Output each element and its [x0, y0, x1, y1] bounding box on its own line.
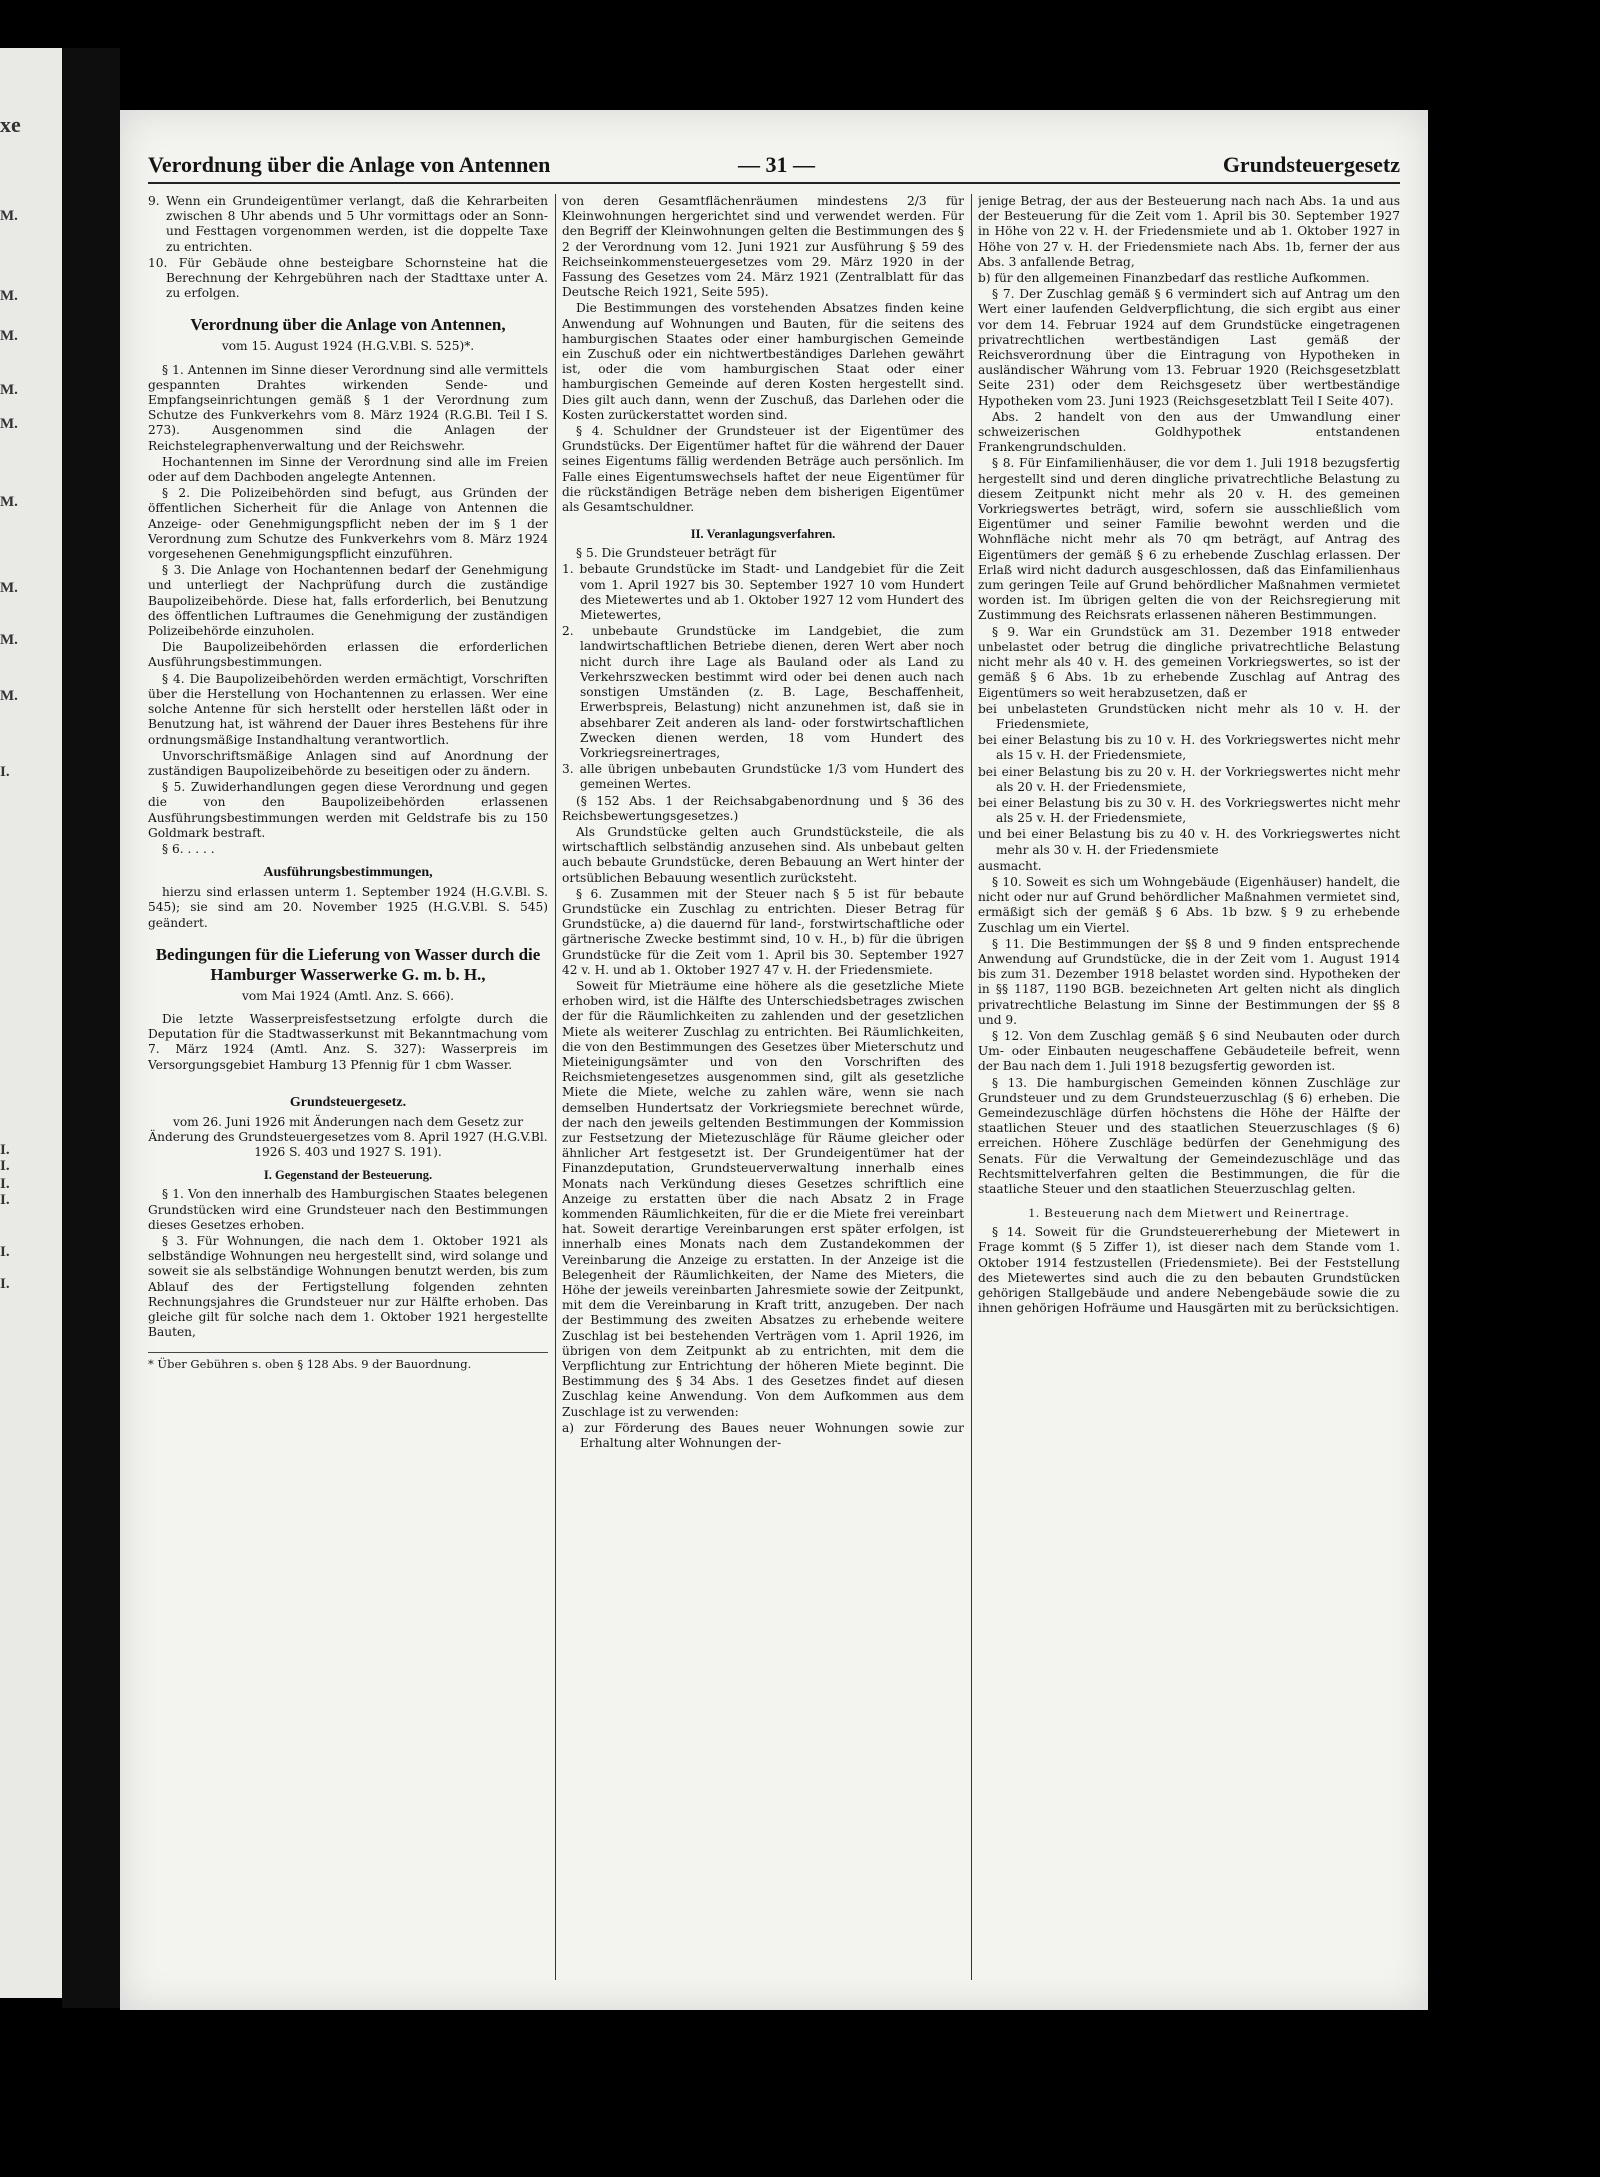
margin-fragment: I. — [0, 1276, 10, 1292]
margin-fragment: M. — [0, 288, 18, 304]
section-heading: Bedingungen für die Lieferung von Wasser durch die Hamburger Wasserwerke G. m. b. H., — [155, 944, 541, 984]
paragraph: von deren Gesamtflächenräumen mindestens 2/3 für Kleinwohnungen hergerichtet sind und verwendet werden. Für den Begriff der Kleinwohnungen gelten die Bestimmungen des § 2 der Verordnung vom 12. Juni 1921 zur Ausführung § 59 des Reichseinkommensteuergesetzes vom 29. März 1920 in der Fassung des Gesetzes vom 24. März 1921 (Zentralblatt für das Deutsche Reich 1921, Seite 595). — [562, 194, 964, 300]
page-gutter — [62, 48, 120, 2008]
margin-fragment: I. — [0, 1176, 10, 1192]
paragraph: § 6. Zusammen mit der Steuer nach § 5 ist für bebaute Grundstücke ein Zuschlag zu entrichten. Dieser Betrag für Grundstücke, a) die dauernd für land-, forstwirtschaftliche oder gärtnerische Zwecke bestimmt sind, 10 v. H., b) für die übrigen Grundstücke für die Zeit vom 1. April bis 30. September 1927 42 v. H. und ab 1. Oktober 1927 47 v. H. der Friedensmiete. — [562, 886, 964, 977]
paragraph: 1. bebaute Grundstücke im Stadt- und Landgebiet für die Zeit vom 1. April 1927 bis 30. September 1927 10 vom Hundert des Mietewertes und ab 1. Oktober 1927 12 vom Hundert des Mietewertes, — [562, 562, 964, 623]
paragraph: b) für den allgemeinen Finanzbedarf das restliche Aufkommen. — [978, 271, 1370, 286]
paragraph: § 2. Die Polizeibehörden sind befugt, aus Gründen der öffentlichen Sicherheit für die Anlage von Antennen die Anzeige- oder Genehmigungspflicht neben der im § 1 der Verordnung zum Schutze des Funkverkehrs vom 8. März 1924 vorgesehenen Genehmigungspflicht einzuführen. — [148, 486, 548, 562]
paragraph: 10. Für Gebäude ohne besteigbare Schornsteine hat die Berechnung der Kehrgebühren nach der Stadttaxe unter A. zu erfolgen. — [148, 255, 548, 301]
column-1 — [148, 194, 548, 1984]
paragraph: § 10. Soweit es sich um Wohngebäude (Eigenhäuser) handelt, die nicht oder nur auf Grund behördlicher Maßnahmen vermietet sind, ermäßigt sich der gemäß § 6 Abs. 1b bzw. § 9 zu erhebende Zuschlag um ein Viertel. — [978, 874, 1400, 935]
paragraph: § 7. Der Zuschlag gemäß § 6 vermindert sich auf Antrag um den Wert einer laufenden Geldverpflichtung, die sich ergibt aus einer vor dem 14. Februar 1924 auf dem Grundstücke eingetragenen privatrechtlichen wertbeständigen Last gemäß der Reichsverordnung über die Eintragung von Hypotheken in ausländischer Währung vom 13. Februar 1920 (Reichsgesetzblatt Seite 231) oder dem Reichsgesetz über wertbeständige Hypotheken vom 23. Juni 1923 (Reichsgesetzblatt Teil I Seite 407). — [978, 287, 1400, 408]
margin-fragment: M. — [0, 328, 18, 344]
paragraph: ausmacht. — [978, 858, 1042, 873]
paragraph: § 9. War ein Grundstück am 31. Dezember 1918 entweder unbelastet oder betrug die dingliche privatrechtliche Belastung nicht mehr als 40 v. H. des gemeinen Vorkriegswertes, so ist der gemäß § 6 Abs. 1b zu erhebende Zuschlag auf Antrag des Eigentümers so weit herabzusetzen, daß er — [978, 624, 1400, 700]
margin-fragment: xe — [0, 112, 21, 137]
paragraph: § 11. Die Bestimmungen der §§ 8 und 9 finden entsprechende Anwendung auf Grundstücke, die in der Zeit vom 1. August 1914 bis zum 31. Dezember 1918 belastet worden sind. Hypotheken der in §§ 1187, 1190 BGB. bezeichneten Art gelten nicht als dinglich privatrechtliche Belastung im Sinne der Bestimmungen der §§ 8 und 9. — [978, 936, 1400, 1027]
paragraph: a) zur Förderung des Baues neuer Wohnungen sowie zur Erhaltung alter Wohnungen der- — [562, 1420, 964, 1451]
column-2 — [562, 194, 964, 1984]
paragraph: § 6. . . . . — [162, 841, 215, 856]
margin-fragment: I. — [0, 1192, 10, 1208]
paragraph: 9. Wenn ein Grundeigentümer verlangt, daß die Kehrarbeiten zwischen 8 Uhr abends und 5 Uhr vormittags oder an Sonn- und Festtagen vorgenommen werden, ist die doppelte Taxe zu entrichten. — [148, 194, 548, 254]
section-subheading: vom Mai 1924 (Amtl. Anz. S. 666). — [241, 988, 455, 1003]
header-left-title: Verordnung über die Anlage von Antennen — [148, 152, 551, 177]
previous-page-edge — [0, 48, 62, 1998]
page-number: — 31 — — [738, 152, 815, 177]
paragraph: § 5. Zuwiderhandlungen gegen diese Verordnung und gegen die von den Baupolizeibehörden erlassenen Ausführungsbestimmungen werden mit Geldstrafe bis zu 150 Goldmark bestraft. — [148, 780, 548, 840]
paragraph: hierzu sind erlassen unterm 1. September 1924 (H.G.V.Bl. S. 545); sie sind am 20. November 1925 (H.G.V.Bl. S. 545) geändert. — [148, 885, 548, 930]
section-heading: I. Gegenstand der Besteuerung. — [263, 1168, 433, 1183]
margin-fragment: I. — [0, 1244, 10, 1260]
margin-fragment: M. — [0, 416, 18, 432]
paragraph: § 4. Die Baupolizeibehörden werden ermächtigt, Vorschriften über die Herstellung von Hochantennen zu erlassen. Wer eine solche Antenne für sich herstellt oder herstellen läßt oder in Benutzung hat, ist während der Dauer ihres Bestehens für ihre ordnungsmäßige Instandhaltung verantwortlich. — [148, 671, 548, 747]
margin-fragment: M. — [0, 580, 18, 596]
paragraph: § 14. Soweit für die Grundsteuererhebung der Mietewert in Frage kommt (§ 5 Ziffer 1), ist dieser nach dem Stande vom 1. Oktober 1914 festzustellen (Friedensmiete). Bei der Feststellung des Mietewertes sind auch die zu den bebauten Grundstücken gehörigen Stallgebäude und andere Nebengebäude sowie die zu ihnen gehörigen Hofräume und Hausgärten mit zu berücksichtigen. — [978, 1225, 1400, 1316]
margin-fragment: M. — [0, 494, 18, 510]
paragraph: 2. unbebaute Grundstücke im Landgebiet, die zum landwirtschaftlichen Betriebe dienen, deren Wert aber noch nicht durch ihre Lage als Bauland oder als Land zu Verkehrszwecken bestimmt wird oder bei denen auch nach sonstigen Umständen (z. B. Lage, Beschaffenheit, Erwerbspreis, Belastung) nicht anzunehmen ist, daß sie in absehbarer Zeit anderen als land- oder forstwirtschaftlichen Zwecken dienen werden, 18 vom Hundert des Vorkriegsreinertrages, — [562, 624, 964, 760]
paragraph: § 13. Die hamburgischen Gemeinden können Zuschläge zur Grundsteuer und zu dem Grundsteuerzuschlag (§ 6) erheben. Die Gemeindezuschläge dürfen höchstens die Höhe der Hälfte der staatlichen Steuer und des staatlichen Steuerzuschlages (§ 6) erreichen. Höhere Zuschläge bedürfen der Genehmigung des Senats. Für die Verwaltung der Gemeindezuschläge und das Rechtsmittelverfahren gelten die Bestimmungen, die für die staatliche Steuer und den staatlichen Steuerzuschlag gelten. — [978, 1075, 1400, 1196]
header-right-title: Grundsteuergesetz — [1222, 152, 1400, 177]
paragraph: bei unbelasteten Grundstücken nicht mehr als 10 v. H. der Friedensmiete, — [978, 701, 1400, 731]
paragraph: 3. alle übrigen unbebauten Grundstücke 1/3 vom Hundert des gemeinen Wertes. — [562, 762, 964, 792]
margin-fragment: M. — [0, 632, 18, 648]
section-heading: II. Veranlagungsverfahren. — [690, 527, 836, 542]
section-heading: Verordnung über die Anlage von Antennen, — [190, 315, 506, 335]
column-rule — [971, 194, 972, 1980]
paragraph: § 5. Die Grundsteuer beträgt für — [576, 546, 777, 561]
paragraph: Soweit für Mieträume eine höhere als die gesetzliche Miete erhoben wird, ist die Hälfte des Unterschiedsbetrages zwischen der für die Räumlichkeiten zu zahlenden und der gesetzlichen Miete als weiterer Zuschlag zu entrichten. Bei Räumlichkeiten, die von den Bestimmungen des Gesetzes über Mieterschutz und Mieteinigungsämter und von den Vorschriften des Reichsmietengesetzes ausgenommen sind, gilt als gesetzliche Miete die Miete, welche zu zahlen wäre, wenn sie nach demselben Hundertsatz der Vorkriegsmiete berechnet würde, der nach den jeweils geltenden Bestimmungen der Kommission zur Festsetzung der Mietezuschläge für Räume gleicher oder ähnlicher Art festgesetzt ist. Der Grundeigentümer hat der Finanzdeputation, Grundsteuerverwaltung innerhalb eines Monats nach Verkündung dieses Gesetzes schriftlich eine Anzeige zu erstatten über die nach Absatz 2 in Frage kommenden Räumlichkeiten, für die er die Miete frei vereinbart hat. Soweit derartige Vereinbarungen erst später erfolgen, ist innerhalb eines Monats nach dem Zustandekommen der Vereinbarung die Anzeige zu erstatten. In der Anzeige ist die Belegenheit der Räumlichkeiten, der Name des Mieters, die Höhe der jeweils vereinbarten Jahresmiete sowie der Zeitpunkt, mit dem die Vereinbarung in Kraft tritt, anzugeben. Der nach der Bestimmung des zweiten Absatzes zu erhebende weitere Zuschlag ist bei bestehenden Verträgen vom 1. April 1926, im übrigen von dem Zeitpunkt ab zu entrichten, mit dem die Verpflichtung zur Entrichtung der höheren Miete beginnt. Die Bestimmung des § 34 Abs. 1 des Gesetzes findet auf diesen Zuschlag keine Anwendung. Von dem Aufkommen aus dem Zuschlage ist zu verwenden: — [562, 978, 964, 1419]
paragraph: Die Baupolizeibehörden erlassen die erforderlichen Ausführungsbestimmungen. — [148, 640, 548, 670]
paragraph: § 3. Für Wohnungen, die nach dem 1. Oktober 1921 als selbständige Wohnungen neu hergestellt sind, wird solange und soweit sie als selbständige Wohnungen benutzt werden, bis zum Ablauf des der Fertigstellung folgenden zehnten Rechnungsjahres die Grundsteuer nur zur Hälfte erhoben. Das gleiche gilt für solche nach dem 1. Oktober 1921 hergestellte Bauten, — [148, 1233, 548, 1340]
paragraph: § 8. Für Einfamilienhäuser, die vor dem 1. Juli 1918 bezugsfertig hergestellt sind und deren dingliche privatrechtliche Belastung zu diesem Zeitpunkt nicht mehr als 20 v. H. des gemeinen Vorkriegswertes beträgt, wird, sofern sie ausschließlich vom Eigentümer und seiner Familie bewohnt werden und die Wohnfläche nicht mehr als 70 qm beträgt, auf Antrag des Eigentümers der gemäß § 6 zu erhebende Zuschlag erlassen. Der Erlaß wird nicht dadurch ausgeschlossen, daß das Einfamilienhaus zum geringen Teile auf Grund behördlicher Maßnahmen vermietet worden ist. Im übrigen gelten die von der Reichsregierung mit Zustimmung des Reichsrats erlassenen näheren Bestimmungen. — [978, 456, 1400, 623]
footnote: * Über Gebühren s. oben § 128 Abs. 9 der Bauordnung. — [148, 1352, 548, 1372]
paragraph: § 3. Die Anlage von Hochantennen bedarf der Genehmigung und unterliegt der Nachprüfung durch die zuständige Baupolizeibehörde. Diese hat, falls erforderlich, bei Benutzung des öffentlichen Luftraumes die Genehmigung der zuständigen Polizeibehörde einzuholen. — [148, 563, 548, 639]
column-3 — [978, 194, 1400, 1984]
margin-fragment: I. — [0, 1142, 10, 1158]
paragraph: Als Grundstücke gelten auch Grundstücksteile, die als wirtschaftlich selbständig anzusehen sind. Als unbebaut gelten auch bebaute Grundstücke, deren Bebauung an Wert hinter der ortsüblichen Bebauung wesentlich zurücksteht. — [562, 824, 964, 885]
margin-fragment: I. — [0, 1158, 10, 1174]
margin-fragment: I. — [0, 764, 10, 780]
running-header — [148, 146, 1400, 184]
paragraph: bei einer Belastung bis zu 10 v. H. des Vorkriegswertes nicht mehr als 15 v. H. der Friedensmiete, — [978, 733, 1400, 763]
margin-fragment: M. — [0, 382, 18, 398]
section-subheading: vom 26. Juni 1926 mit Änderungen nach dem Gesetz zur Änderung des Grundsteuergesetzes vom 8. April 1927 (H.G.V.Bl. 1926 S. 403 und 1927 S. 191). — [148, 1114, 548, 1160]
section-heading: 1. Besteuerung nach dem Mietwert und Reinertrage. — [1028, 1205, 1350, 1221]
paragraph: § 1. Antennen im Sinne dieser Verordnung sind alle vermittels gespannten Drahtes wirkenden Sende- und Empfangseinrichtungen gemäß § 1 der Verordnung zum Schutze des Funkverkehrs vom 8. März 1924 (R.G.Bl. Teil I S. 273). Ausgenommen sind die Anlagen der Reichstelegraphenverwaltung und der Reichswehr. — [148, 362, 548, 453]
paragraph: bei einer Belastung bis zu 20 v. H. der Vorkriegswertes nicht mehr als 20 v. H. der Friedensmiete, — [978, 764, 1400, 794]
paragraph: jenige Betrag, der aus der Besteuerung nach nach Abs. 1a und aus der Besteuerung für die Zeit vom 1. April bis 30. September 1927 in Höhe von 22 v. H. der Friedensmiete und ab 1. Oktober 1927 in Höhe von 27 v. H. der Friedensmiete nach Abs. 1b, ferner der aus Abs. 3 anfallende Betrag, — [978, 194, 1400, 269]
paragraph: Abs. 2 handelt von den aus der Umwandlung einer schweizerischen Goldhypothek entstandenen Frankengrundschulden. — [978, 409, 1400, 455]
paragraph: Unvorschriftsmäßige Anlagen sind auf Anordnung der zuständigen Baupolizeibehörde zu beseitigen oder zu ändern. — [148, 748, 548, 778]
paragraph: Hochantennen im Sinne der Verordnung sind alle im Freien oder auf dem Dachboden angelegte Antennen. — [148, 454, 548, 485]
paragraph: und bei einer Belastung bis zu 40 v. H. des Vorkriegswertes nicht mehr als 30 v. H. der Friedensmiete — [978, 827, 1400, 857]
paragraph: bei einer Belastung bis zu 30 v. H. des Vorkriegswertes nicht mehr als 25 v. H. der Friedensmiete, — [978, 795, 1400, 826]
paragraph: Die letzte Wasserpreisfestsetzung erfolgte durch die Deputation für die Stadtwasserkunst mit Bekanntmachung vom 7. März 1924 (Amtl. Anz. S. 327): Wasserpreis im Versorgungsgebiet Hamburg 13 Pfennig für 1 cbm Wasser. — [148, 1011, 548, 1072]
document-page — [120, 110, 1428, 2010]
margin-fragment: M. — [0, 208, 18, 224]
column-rule — [555, 194, 556, 1980]
paragraph: (§ 152 Abs. 1 der Reichsabgabenordnung und § 36 des Reichsbewertungsgesetzes.) — [562, 793, 964, 823]
paragraph: § 4. Schuldner der Grundsteuer ist der Eigentümer des Grundstücks. Der Eigentümer haftet für die während der Dauer seines Eigentums fällig werdenden Beträge auch persönlich. Im Falle eines Eigentumswechsels haftet der neue Eigentümer für die rückständigen Beträge neben dem bisherigen Eigentümer als Gesamtschuldner. — [562, 424, 964, 515]
section-subheading: vom 15. August 1924 (H.G.V.Bl. S. 525)*. — [221, 339, 475, 354]
paragraph: § 12. Von dem Zuschlag gemäß § 6 sind Neubauten oder durch Um- oder Einbauten neugeschaffene Gebäudeteile befreit, wenn der Bau nach dem 1. Juli 1918 bezugsfertig geworden ist. — [978, 1028, 1400, 1074]
margin-fragment: M. — [0, 688, 18, 704]
paragraph: § 1. Von den innerhalb des Hamburgischen Staates belegenen Grundstücken wird eine Grundsteuer nach den Bestimmungen dieses Gesetzes erhoben. — [148, 1187, 548, 1232]
section-heading: Ausführungsbestimmungen, — [263, 865, 433, 881]
paragraph: Die Bestimmungen des vorstehenden Absatzes finden keine Anwendung auf Wohnungen und Bauten, für die seitens des hamburgischen Staates oder einer hamburgischen Gemeinde ein Zuschuß oder ein nichtwertbeständiges Darlehen gewährt ist, oder die vom hamburgischen Staat oder einer hamburgischen Gemeinde auf deren Kosten hergestellt sind. Dies gilt auch dann, wenn der Zuschuß, das Darlehen oder die Kosten zurückerstattet worden sind. — [562, 301, 964, 422]
section-heading: Grundsteuergesetz. — [289, 1094, 407, 1110]
